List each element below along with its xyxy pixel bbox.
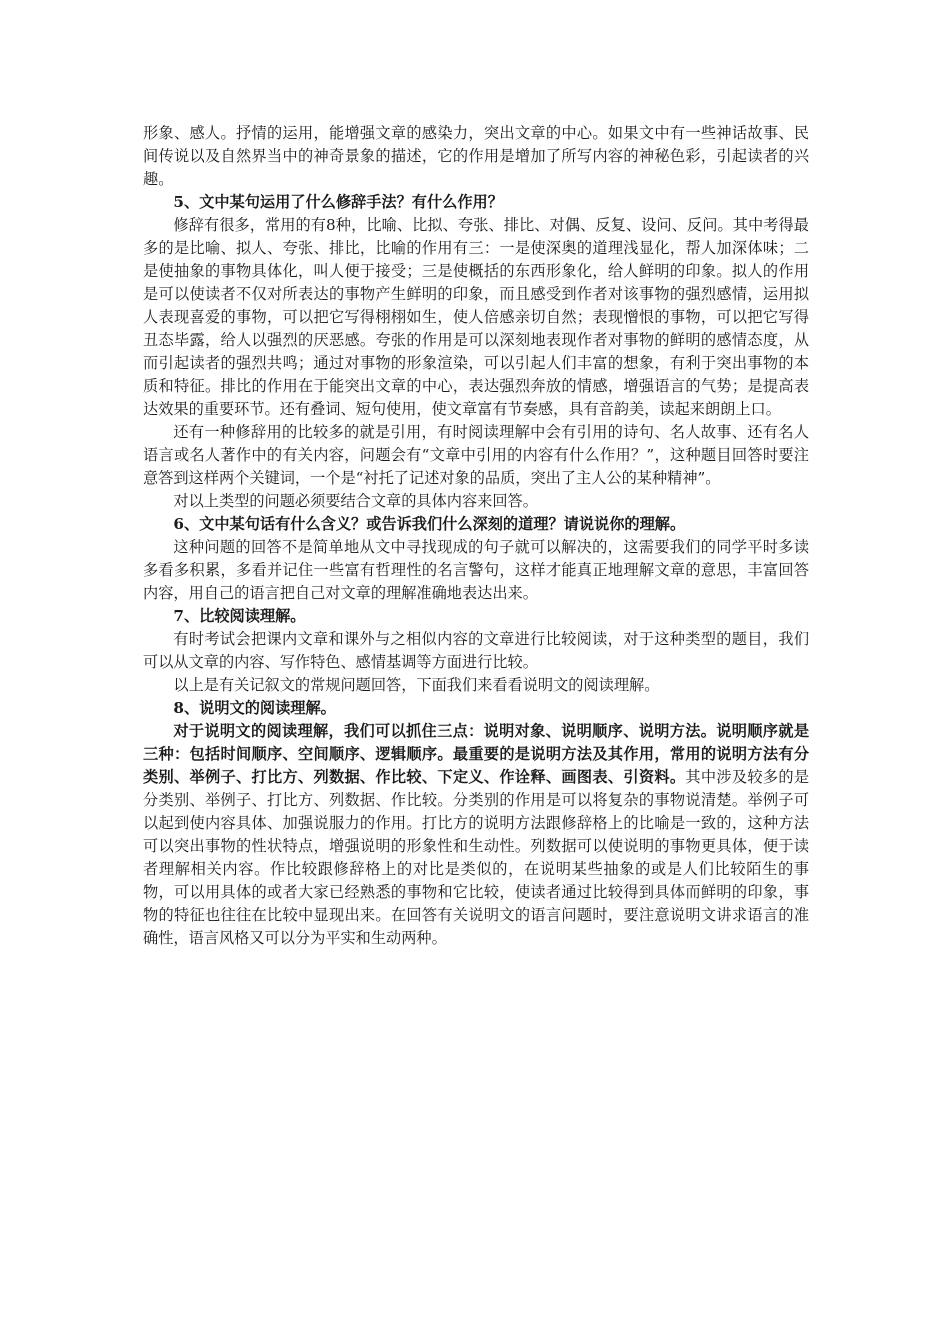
section-8-bold-text: 对于说明文的阅读理解，我们可以抓住三点：说明对象、说明顺序、说明方法。说明顺序就是三种：包括时间顺序、空间顺序、逻辑顺序。最重要的是说明方法及其作用，常用的说明方法有分类别、举例子、打比方、列数据、作比较、下定义、作诠释、画图表、引资料。 [143, 722, 809, 786]
intro-paragraph: 形象、感人。抒情的运用，能增强文章的感染力，突出文章的中心。如果文中有一些神话故事、民间传说以及自然界当中的神奇景象的描述，它的作用是增加了所写内容的神秘色彩，引起读者的兴趣。 [143, 124, 809, 188]
section-5-heading: 5、文中某句运用了什么修辞手法？有什么作用？ [173, 193, 503, 211]
section-7-heading: 7、比较阅读理解。 [173, 607, 306, 625]
document-page [143, 122, 809, 950]
section-5-paragraph-3: 对以上类型的问题必须要结合文章的具体内容来回答。 [173, 492, 538, 510]
section-7-paragraph-2: 以上是有关记叙文的常规问题回答，下面我们来看看说明文的阅读理解。 [173, 676, 660, 694]
section-6-heading: 6、文中某句话有什么含义？或告诉我们什么深刻的道理？请说说你的理解。 [173, 515, 686, 533]
section-8-heading: 8、说明文的阅读理解。 [173, 699, 336, 717]
section-8-regular-text: 其中涉及较多的是分类别、举例子、打比方、列数据、作比较。分类别的作用是可以将复杂的事物说清楚。举例子可以起到使内容具体、加强说服力的作用。打比方的说明方法跟修辞格上的比喻是一致的，这种方法可以突出事物的性状特点，增强说明的形象性和生动性。列数据可以使说明的事物更具体，便于读者理解相关内容。作比较跟修辞格上的对比是类似的，在说明某些抽象的或是人们比较陌生的事物，可以用具体的或者大家已经熟悉的事物和它比较，使读者通过比较得到具体而鲜明的印象，事物的特征也往往在比较中显现出来。在回答有关说明文的语言问题时，要注意说明文讲求语言的准确性，语言风格又可以分为平实和生动两种。 [143, 768, 810, 947]
section-7-paragraph-1: 有时考试会把课内文章和课外与之相似内容的文章进行比较阅读，对于这种类型的题目，我们可以从文章的内容、写作特色、感情基调等方面进行比较。 [143, 630, 809, 671]
section-6-paragraph-1: 这种问题的回答不是简单地从文中寻找现成的句子就可以解决的，这需要我们的同学平时多读多看多积累，多看并记住一些富有哲理性的名言警句，这样才能真正地理解文章的意思，丰富回答内容，用自己的语言把自己对文章的理解准确地表达出来。 [143, 538, 809, 602]
section-5-paragraph-2: 还有一种修辞用的比较多的就是引用，有时阅读理解中会有引用的诗句、名人故事、还有名人语言或名人著作中的有关内容，问题会有“文章中引用的内容有什么作用？”，这种题目回答时要注意答到这样两个关键词，一个是“衬托了记述对象的品质，突出了主人公的某种精神”。 [143, 423, 809, 487]
section-8-paragraph-1 [143, 720, 809, 950]
section-5-paragraph-1: 修辞有很多，常用的有8种，比喻、比拟、夸张、排比、对偶、反复、设问、反问。其中考得最多的是比喻、拟人、夸张、排比，比喻的作用有三：一是使深奥的道理浅显化，帮人加深体味；二是使抽象的事物具体化，叫人便于接受；三是使概括的东西形象化，给人鲜明的印象。拟人的作用是可以使读者不仅对所表达的事物产生鲜明的印象，而且感受到作者对该事物的强烈感情，运用拟人表现喜爱的事物，可以把它写得栩栩如生，使人倍感亲切自然；表现憎恨的事物，可以把它写得丑态毕露，给人以强烈的厌恶感。夸张的作用是可以深刻地表现作者对事物的鲜明的感情态度，从而引起读者的强烈共鸣；通过对事物的形象渲染，可以引起人们丰富的想象，有利于突出事物的本质和特征。排比的作用在于能突出文章的中心，表达强烈奔放的情感，增强语言的气势；是提高表达效果的重要环节。还有叠词、短句使用，使文章富有节奏感，具有音韵美，读起来朗朗上口。 [143, 216, 809, 418]
